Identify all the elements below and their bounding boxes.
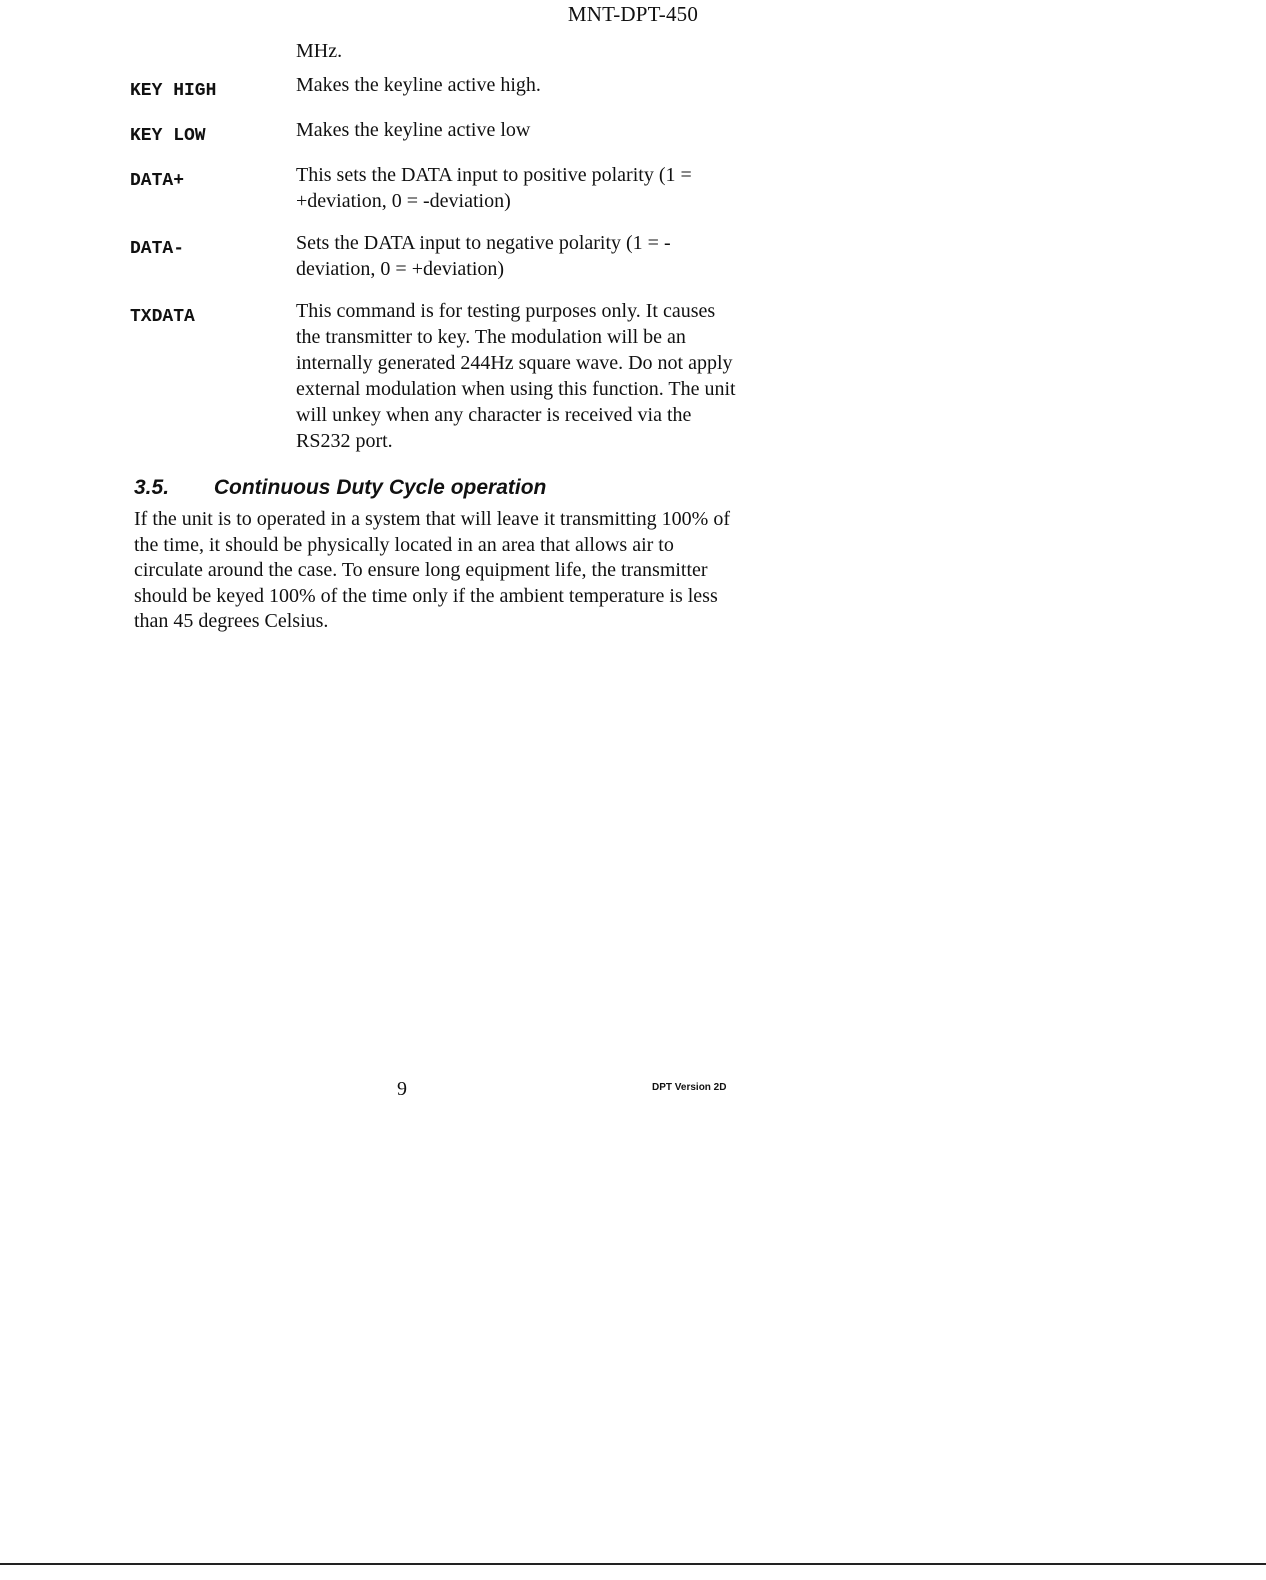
command-list [130,72,750,470]
command-term: TXDATA [130,307,195,327]
command-row-txdata [130,298,750,454]
section-number: 3.5. [134,476,170,499]
command-term: KEY HIGH [130,81,217,101]
command-term: DATA+ [130,171,185,191]
command-row-key-high [130,72,750,101]
command-row-data-minus [130,230,750,282]
command-term: DATA- [130,239,185,259]
command-description: Makes the keyline active high. [296,74,541,96]
section-heading [134,476,546,500]
section-title: Continuous Duty Cycle operation [213,476,547,499]
version-label: DPT Version 2D [652,1082,727,1093]
section-body: If the unit is to operated in a system that will leave it transmitting 100% of the time, it should be physically located in an area that allows air to circulate around the case. To ensure long equipment life, the transmitter should be keyed 100% of the time only if the ambient temperature is less than 45 degrees Celsius. [134,508,730,632]
command-description: This sets the DATA input to positive polarity (1 = +deviation, 0 = -deviation) [296,164,692,212]
page-number: 9 [397,1078,407,1100]
command-term: KEY LOW [130,126,206,146]
page-header: MNT-DPT-450 [567,2,699,26]
command-row-data-plus [130,162,750,214]
command-description: Sets the DATA input to negative polarity (1 = -deviation, 0 = +deviation) [296,232,671,280]
command-row-key-low [130,117,750,146]
command-description: This command is for testing purposes only. It causes the transmitter to key. The modulation will be an internally generated 244Hz square wave. Do not apply external modulation when using this function. The unit will unkey when any character is received via the RS232 port. [296,300,736,452]
continued-text: MHz. [296,40,343,62]
command-description: Makes the keyline active low [296,119,531,141]
bottom-rule [0,1563,1266,1565]
